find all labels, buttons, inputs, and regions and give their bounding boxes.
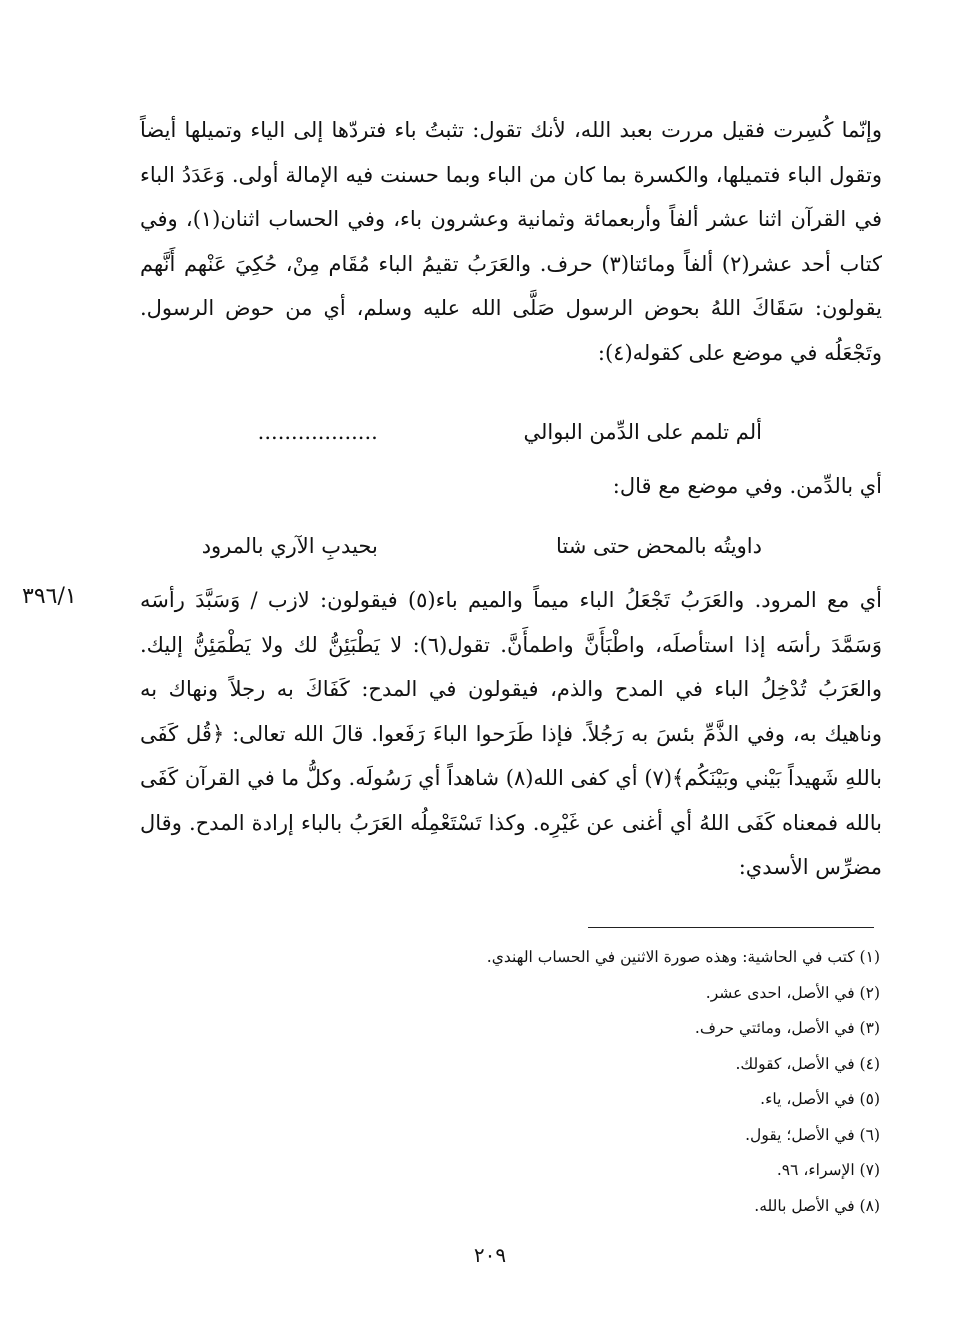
- footnote-3: (٣) في الأصل، ومائتي حرف.: [694, 1019, 880, 1037]
- verse-1-hemistich-2: ..................: [257, 420, 378, 444]
- footnotes: [300, 940, 880, 1224]
- body-paragraph-2: أي مع المرود. والعَرَبُ تَجْعَلُ الباء ميماً والميم باء(٥) فيقولون: لازب / وَسَبَّدَ رأسَه وَسَمَّدَ رأسَه إذا استأصلَه، واطْبَأَنَّ واطمأَنَّ. تقول(٦): لا يَطْبَئِنُّ لك ولا يَطْمَئِنُّ إليك. والعَرَبُ تُدْخِلُ الباء في المدح والذم، فيقولون في المدح: كَفَاكَ به رجلاً ونهاك به وناهيك به، وفي الذَّمِّ بئسَ به رَجُلاً. فإذا طَرَحوا الباءَ رَفَعوا. قالَ الله تعالى: ﴿قُل كَفَى باللهِ شَهيداً بَيْني وبَيْنَكُم﴾(٧) أي كفى الله(٨) شاهداً أي رَسُولَه. وكلُّ ما في القرآن كَفَى بالله فمعناه كَفَى اللهُ أي أغنى عن غَيْرِه. وكذا تَسْتَعْمِلُه العَرَبُ بالباء إرادة المدح. وقال مضرِّس الأسدي:: [140, 588, 882, 879]
- margin-reference: ٣٩٦/١: [22, 584, 77, 609]
- verse-2-hemistich-1: داويتُه بالمحض حتى شتا: [555, 534, 762, 558]
- footnote-1: (١) كتب في الحاشية: وهذه صورة الاثنين في الحساب الهندي.: [486, 948, 880, 966]
- footnote-4: (٤) في الأصل، كقولك.: [735, 1054, 880, 1073]
- footnote-5: (٥) في الأصل، ياء.: [760, 1090, 880, 1108]
- footnote-8: (٨) في الأصل بالله.: [754, 1196, 880, 1215]
- page-number: ٢٠٩: [473, 1243, 507, 1267]
- footnote-2: (٢) في الأصل، احدى عشر.: [705, 983, 880, 1002]
- poetry-verse-2: [140, 524, 882, 568]
- poetry-verse-1: [140, 410, 882, 454]
- verse-1-hemistich-1: ألم تلمم على الدِّمن البوالي: [523, 420, 762, 444]
- footnote-7: (٧) الإسراء، ٩٦.: [776, 1161, 880, 1179]
- footnote-6: (٦) في الأصل؛ يقول.: [745, 1125, 880, 1144]
- footnote-separator: [588, 927, 874, 928]
- body-paragraph-1: وإنّما كُسِرت فقيل مررت بعبد الله، لأنك تقول: تثبتُ باء فتردّها إلى الياء وتميلها أيضاً وتقول الباء فتميلها، والكسرة بما كان من الباء وبما حسنت فيه الإمالة أولى. وَعَدَدُ الباء في القرآن اثنا عشر ألفاً وأربعمائة وثمانية وعشرون باء، وفي الحساب اثنان(١)، وفي كتاب أحد عشر(٢) ألفاً ومائتا(٣) حرف. والعَرَبُ تقيمُ الباء مُقَام مِنْ، حُكِيَ عَنْهم أَنَّهم يقولون: سَقَاكَ اللهُ بحوض الرسول صَلَّى الله عليه وسلم، أي من حوض الرسول. وتَجْعَلُه في موضع على كقوله(٤):: [140, 118, 882, 365]
- verse-2-hemistich-2: بحيدبِ الآري بالمرود: [201, 534, 378, 558]
- body-line-after-verse-1: أي بالدِّمن. وفي موضع مع قال:: [612, 474, 882, 498]
